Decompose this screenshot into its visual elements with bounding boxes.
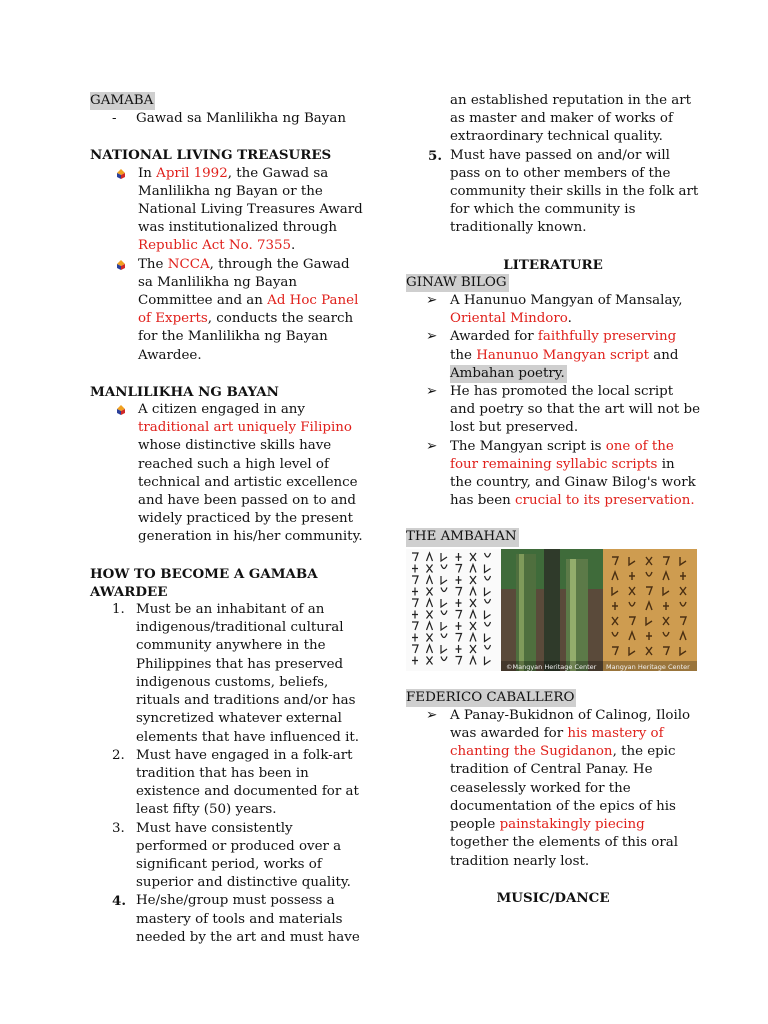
gamaba-heading: GAMABA	[90, 92, 368, 110]
arrow-bullet-icon: ➢	[426, 707, 438, 723]
list-item: - Gawad sa Manlilikha ng Bayan	[90, 110, 368, 128]
list-item: ➢ He has promoted the local script and poetry so that the art will not be lost but preserved.	[426, 384, 701, 436]
mnb-heading: MANLILIKHA NG BAYAN	[90, 383, 279, 400]
literature-heading: LITERATURE	[503, 256, 603, 273]
list-item: ➢ A Hanunuo Mangyan of Mansalay, Oriental Mindoro.	[426, 293, 683, 327]
music-dance-heading: MUSIC/DANCE	[496, 889, 610, 906]
arrow-bullet-icon: ➢	[426, 438, 438, 454]
pushpin-bullet-icon	[115, 405, 127, 417]
right-column	[406, 92, 700, 907]
list-item: ➢ A Panay-Bukidnon of Calinog, Iloilo was awarded for his mastery of chanting the Sugidanon, the epic tradition of Central Panay. He ceaselessly worked for the documentation of the epics of his people painstakingly piecing together the elements of this oral tradition nearly lost.	[426, 707, 691, 869]
list-item: In April 1992, the Gawad sa Manlilikha ng Bayan or the National Living Treasures Award was institutionalized through Republic Act No. 7355.	[90, 165, 368, 256]
how-heading: HOW TO BECOME A GAMABA AWARDEE	[90, 565, 318, 600]
svg-text:Mangyan Heritage Center: Mangyan Heritage Center	[606, 662, 690, 671]
dash-marker: -	[112, 111, 117, 127]
list-item: ➢ Awarded for faithfully preserving the Hanunuo Mangyan script and Ambahan poetry.	[406, 328, 700, 383]
mnb-list	[90, 401, 368, 547]
ginaw-heading: GINAW BILOG	[406, 274, 700, 292]
nlt-heading: NATIONAL LIVING TREASURES	[90, 147, 332, 164]
list-item: 4. He/she/group must possess a mastery of tools and materials needed by the art and must have	[112, 893, 360, 945]
ambahan-collage-icon	[406, 549, 697, 671]
list-item: 1. Must be an inhabitant of an indigenous/traditional cultural community anywhere in the Philippines that has preserved indigenous customs, beliefs, rituals and traditions and/or has syncretized whatever external elements that have influenced it.	[112, 602, 360, 745]
ambahan-image	[406, 549, 697, 671]
how-list-continued	[406, 92, 700, 238]
arrow-bullet-icon: ➢	[426, 329, 438, 345]
arrow-bullet-icon: ➢	[426, 384, 438, 400]
pushpin-bullet-icon	[115, 260, 127, 272]
left-column	[90, 92, 368, 947]
nlt-list	[90, 165, 368, 365]
ambahan-heading: THE AMBAHAN	[406, 528, 700, 546]
item4-continuation: an established reputation in the art as master and maker of works of extraordinary technical quality.	[450, 93, 692, 145]
svg-text:©Mangyan Heritage Center: ©Mangyan Heritage Center	[506, 662, 597, 671]
list-item: 2. Must have engaged in a folk-art tradition that has been in existence and documented for at least fifty (50) years.	[112, 747, 359, 818]
gamaba-list	[90, 110, 368, 128]
list-item: 3. Must have consistently performed or produced over a significant period, works of superior and distinctive quality.	[112, 820, 351, 891]
list-item: The NCCA, through the Gawad sa Manlilikha ng Bayan Committee and an Ad Hoc Panel of Experts, conducts the search for the Manlilikha ng Bayan Awardee.	[90, 256, 368, 365]
list-item: ➢ The Mangyan script is one of the four remaining syllabic scripts in the country, and Ginaw Bilog's work has been crucial to its preservation.	[426, 438, 696, 509]
federico-heading: FEDERICO CABALLERO	[406, 689, 700, 707]
list-item: 5. Must have passed on and/or will pass on to other members of the community their skills in the folk art for which the community is traditionally known.	[428, 147, 699, 236]
how-list	[90, 601, 368, 947]
pushpin-bullet-icon	[115, 169, 127, 181]
ginaw-list	[406, 292, 700, 510]
list-item: A citizen engaged in any traditional art uniquely Filipino whose distinctive skills have reached such a high level of technical and artistic excellence and have been passed on to and widely practiced by the present generation in his/her community.	[90, 401, 368, 547]
federico-list	[406, 707, 700, 871]
list-item	[406, 92, 700, 147]
arrow-bullet-icon: ➢	[426, 293, 438, 309]
